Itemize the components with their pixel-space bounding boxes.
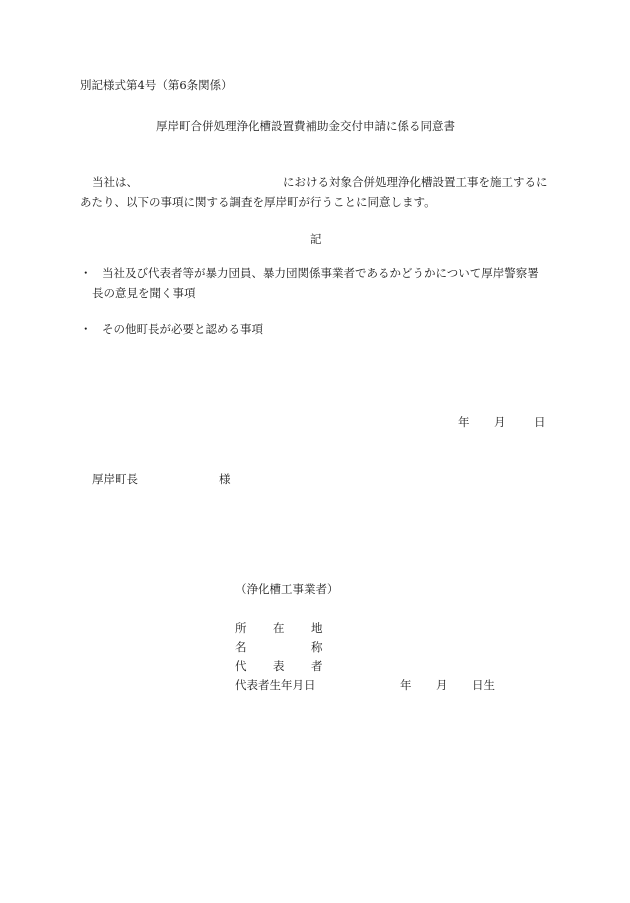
field-birthdate: [235, 680, 495, 692]
field-address-label: [235, 623, 323, 635]
body-text-line2: あたり、以下の事項に関する調査を厚岸町が行うことに同意します。: [80, 195, 436, 209]
date-day: 日: [534, 415, 546, 429]
addressee-name: 厚岸町長: [92, 472, 138, 486]
date-line: [458, 417, 546, 429]
field-representative-label: [235, 661, 323, 673]
body-text-prefix: 当社は、: [92, 175, 138, 189]
field-representative-char: 代: [235, 659, 247, 673]
list-item-text-continued: 長の意見を聞く事項: [92, 286, 196, 300]
date-month: 月: [494, 415, 506, 429]
list-item-text: 当社及び代表者等が暴力団員、暴力団関係事業者であるかどうかについて厚岸警察署: [102, 266, 539, 280]
form-number: 別記様式第4号（第6条関係）: [80, 78, 233, 92]
field-address-char: 在: [273, 621, 285, 635]
field-name-label: [235, 642, 323, 654]
field-birthdate-label: 代表者生年月日: [235, 678, 316, 692]
field-name-char: 称: [311, 640, 323, 654]
date-year: 年: [458, 415, 470, 429]
field-representative-char: 者: [311, 659, 323, 673]
field-name-char: 名: [235, 640, 247, 654]
field-representative-char: 表: [273, 659, 285, 673]
birth-year: 年: [400, 678, 412, 692]
addressee-honorific: 様: [219, 472, 231, 486]
field-address-char: 地: [311, 621, 323, 635]
list-item-text: その他町長が必要と認める事項: [102, 322, 263, 336]
list-item-bullet: ・: [80, 266, 92, 280]
applicant-org-label: （浄化槽工事業者）: [235, 582, 339, 596]
body-text-line1: における対象合併処理浄化槽設置工事を施工するに: [283, 175, 548, 189]
ki-heading: 記: [310, 232, 322, 246]
birth-month: 月: [436, 678, 448, 692]
field-address-char: 所: [235, 621, 247, 635]
birth-day: 日生: [472, 678, 495, 692]
document-title: 厚岸町合併処理浄化槽設置費補助金交付申請に係る同意書: [156, 119, 455, 133]
list-item-bullet: ・: [80, 322, 92, 336]
